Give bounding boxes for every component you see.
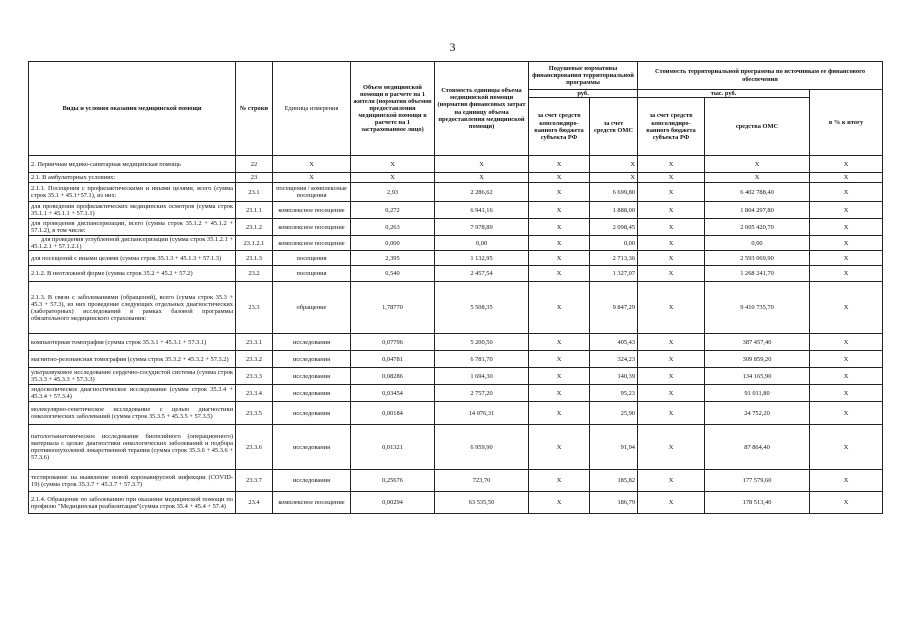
- table-body: [29, 156, 883, 514]
- row-norm-budget-cell: X: [529, 492, 590, 514]
- row-percent-cell: X: [810, 202, 883, 219]
- row-percent-cell: X: [810, 183, 883, 202]
- row-norm-oms-cell: X: [590, 156, 638, 173]
- row-number-cell: 23: [236, 173, 273, 183]
- row-number-cell: 23.4: [236, 492, 273, 514]
- row-cost-cell: 2 457,54: [435, 266, 529, 282]
- row-cost-cell: 6 959,90: [435, 425, 529, 470]
- table-row: [29, 156, 883, 173]
- table-row: [29, 402, 883, 425]
- row-percent-cell: X: [810, 173, 883, 183]
- header-cost-group: Стоимость территориальной программы по источникам ее финансового обеспечения: [638, 62, 883, 90]
- row-number-cell: 23.1: [236, 183, 273, 202]
- row-name-cell: 2. Первичная медико-санитарная медицинская помощь: [29, 156, 236, 173]
- row-norm-oms-cell: X: [590, 173, 638, 183]
- row-prog-oms-cell: 9 410 735,70: [705, 282, 810, 334]
- row-percent-cell: X: [810, 219, 883, 236]
- row-norm-oms-cell: 2 713,36: [590, 251, 638, 266]
- row-prog-budget-cell: X: [638, 402, 705, 425]
- header-unit-rub: руб.: [529, 90, 638, 98]
- row-prog-oms-cell: 1 268 241,70: [705, 266, 810, 282]
- row-percent-cell: X: [810, 236, 883, 251]
- row-prog-oms-cell: 134 165,90: [705, 368, 810, 385]
- row-number-cell: 23.1.2.1: [236, 236, 273, 251]
- row-prog-oms-cell: 178 513,40: [705, 492, 810, 514]
- row-prog-oms-cell: X: [705, 156, 810, 173]
- table-row: [29, 425, 883, 470]
- row-norm-oms-cell: 0,00: [590, 236, 638, 251]
- table-header: [29, 62, 883, 156]
- row-cost-cell: X: [435, 173, 529, 183]
- row-volume-cell: 1,78770: [351, 282, 435, 334]
- row-number-cell: 23.1.2: [236, 219, 273, 236]
- row-volume-cell: 2,93: [351, 183, 435, 202]
- table-row: [29, 470, 883, 492]
- row-norm-budget-cell: X: [529, 266, 590, 282]
- row-number-cell: 23.1.1: [236, 202, 273, 219]
- row-cost-cell: 0,00: [435, 236, 529, 251]
- header-row-number: № строки: [236, 62, 273, 156]
- row-unit-cell: комплексное посещение: [273, 236, 351, 251]
- row-name-cell: магнитно-резонансная томография (сумма строк 35.3.2 + 45.3.2 + 57.3.2): [29, 351, 236, 368]
- page-number: 3: [449, 40, 456, 54]
- row-number-cell: 23.3.5: [236, 402, 273, 425]
- row-prog-oms-cell: 309 859,20: [705, 351, 810, 368]
- row-unit-cell: исследования: [273, 470, 351, 492]
- table-row: [29, 219, 883, 236]
- row-prog-budget-cell: X: [638, 368, 705, 385]
- row-volume-cell: X: [351, 156, 435, 173]
- row-norm-budget-cell: X: [529, 334, 590, 351]
- row-percent-cell: X: [810, 492, 883, 514]
- row-volume-cell: 0,263: [351, 219, 435, 236]
- row-unit-cell: комплексное посещение: [273, 492, 351, 514]
- row-norm-oms-cell: 405,43: [590, 334, 638, 351]
- row-prog-budget-cell: X: [638, 266, 705, 282]
- header-norms-group: Подушевые нормативы финансирования территориальной программы: [529, 62, 638, 90]
- row-norm-budget-cell: X: [529, 368, 590, 385]
- row-percent-cell: X: [810, 368, 883, 385]
- row-norm-oms-cell: 1 888,00: [590, 202, 638, 219]
- row-number-cell: 23.3.2: [236, 351, 273, 368]
- table-row: [29, 202, 883, 219]
- header-prog-budget: за счет средств консолидиро-ванного бюджета субъекта РФ: [638, 98, 705, 156]
- row-prog-oms-cell: 177 579,60: [705, 470, 810, 492]
- row-prog-budget-cell: X: [638, 219, 705, 236]
- row-norm-oms-cell: 1 327,07: [590, 266, 638, 282]
- row-prog-oms-cell: 91 011,80: [705, 385, 810, 402]
- row-percent-cell: X: [810, 334, 883, 351]
- row-volume-cell: 2,395: [351, 251, 435, 266]
- row-norm-budget-cell: X: [529, 425, 590, 470]
- header-prog-oms: средства ОМС: [705, 98, 810, 156]
- row-prog-budget-cell: X: [638, 156, 705, 173]
- row-name-cell: для проведения диспансеризации, всего (сумма строк 35.1.2 + 45.1.2 + 57.1.2), в том числе:: [29, 219, 236, 236]
- table-row: [29, 251, 883, 266]
- table-row: [29, 266, 883, 282]
- row-prog-budget-cell: X: [638, 492, 705, 514]
- row-name-cell: молекулярно-генетическое исследование с целью диагностики онкологических заболеваний (сумма строк 35.3.5 + 45.3.5 + 57.3.5): [29, 402, 236, 425]
- row-unit-cell: исследования: [273, 385, 351, 402]
- header-unit-cost: Стоимость единицы объема медицинской помощи (норматив финансовых затрат на единицу объема предоставления медицинской помощи): [435, 62, 529, 156]
- row-volume-cell: 0,540: [351, 266, 435, 282]
- row-norm-oms-cell: 25,90: [590, 402, 638, 425]
- row-prog-oms-cell: 87 864,40: [705, 425, 810, 470]
- row-name-cell: для проведения профилактических медицинских осмотров (сумма строк 35.1.1 + 45.1.1 + 57.1.1): [29, 202, 236, 219]
- row-prog-budget-cell: X: [638, 334, 705, 351]
- row-prog-budget-cell: X: [638, 425, 705, 470]
- row-prog-oms-cell: 2 005 420,70: [705, 219, 810, 236]
- row-cost-cell: 1 132,95: [435, 251, 529, 266]
- row-volume-cell: 0,03454: [351, 385, 435, 402]
- row-unit-cell: исследования: [273, 334, 351, 351]
- row-number-cell: 23.3.3: [236, 368, 273, 385]
- row-percent-cell: X: [810, 402, 883, 425]
- row-norm-budget-cell: X: [529, 282, 590, 334]
- row-percent-cell: X: [810, 282, 883, 334]
- row-volume-cell: 0,00184: [351, 402, 435, 425]
- row-cost-cell: 5 508,35: [435, 282, 529, 334]
- row-prog-oms-cell: 24 752,20: [705, 402, 810, 425]
- row-percent-cell: X: [810, 470, 883, 492]
- row-norm-budget-cell: X: [529, 202, 590, 219]
- row-cost-cell: 6 941,16: [435, 202, 529, 219]
- row-cost-cell: 2 286,62: [435, 183, 529, 202]
- header-unit-thousand-rub: тыс. руб.: [638, 90, 810, 98]
- row-number-cell: 23.2: [236, 266, 273, 282]
- header-norm-budget: за счет средств консолидиро-ванного бюджета субъекта РФ: [529, 98, 590, 156]
- row-norm-budget-cell: X: [529, 385, 590, 402]
- row-prog-budget-cell: X: [638, 236, 705, 251]
- row-name-cell: 2.1.1. Посещения с профилактическими и иными целями, всего (сумма строк 35.1 + 45.1+57.1), из них:: [29, 183, 236, 202]
- row-percent-cell: X: [810, 251, 883, 266]
- row-unit-cell: посещения / комплексные посещения: [273, 183, 351, 202]
- row-norm-budget-cell: X: [529, 156, 590, 173]
- row-unit-cell: исследования: [273, 425, 351, 470]
- row-volume-cell: 0,08286: [351, 368, 435, 385]
- row-unit-cell: X: [273, 156, 351, 173]
- row-cost-cell: 723,70: [435, 470, 529, 492]
- row-norm-budget-cell: X: [529, 251, 590, 266]
- row-prog-oms-cell: 6 402 788,40: [705, 183, 810, 202]
- row-norm-oms-cell: 2 098,45: [590, 219, 638, 236]
- row-prog-oms-cell: 387 457,40: [705, 334, 810, 351]
- row-percent-cell: X: [810, 156, 883, 173]
- table-row: [29, 334, 883, 351]
- table-row: [29, 492, 883, 514]
- row-norm-budget-cell: X: [529, 470, 590, 492]
- row-cost-cell: 6 781,70: [435, 351, 529, 368]
- row-prog-budget-cell: X: [638, 251, 705, 266]
- row-unit-cell: исследования: [273, 402, 351, 425]
- row-norm-budget-cell: X: [529, 351, 590, 368]
- row-number-cell: 23.3.7: [236, 470, 273, 492]
- row-unit-cell: исследования: [273, 368, 351, 385]
- header-volume: Объем медицинской помощи в расчете на 1 жителя (норматив объемов предоставления медицинской помощи в расчете на 1 застрахованное лицо): [351, 62, 435, 156]
- row-unit-cell: обращение: [273, 282, 351, 334]
- row-volume-cell: 0,25676: [351, 470, 435, 492]
- row-norm-budget-cell: X: [529, 236, 590, 251]
- row-norm-oms-cell: 324,23: [590, 351, 638, 368]
- table-row: [29, 236, 883, 251]
- row-number-cell: 23.3.6: [236, 425, 273, 470]
- row-norm-oms-cell: 95,23: [590, 385, 638, 402]
- row-unit-cell: исследования: [273, 351, 351, 368]
- row-cost-cell: 7 978,89: [435, 219, 529, 236]
- row-norm-oms-cell: 6 699,80: [590, 183, 638, 202]
- row-percent-cell: X: [810, 351, 883, 368]
- row-prog-oms-cell: 2 593 069,90: [705, 251, 810, 266]
- table-row: [29, 351, 883, 368]
- row-name-cell: для проведения углубленной диспансеризации (сумма строк 35.1.2.1 + 45.1.2.1 + 57.1.2.1): [29, 236, 236, 251]
- row-prog-oms-cell: 1 804 297,80: [705, 202, 810, 219]
- program-cost-table: [28, 61, 883, 514]
- row-unit-cell: посещения: [273, 266, 351, 282]
- row-volume-cell: 0,000: [351, 236, 435, 251]
- row-norm-budget-cell: X: [529, 402, 590, 425]
- table-row: [29, 183, 883, 202]
- row-name-cell: 2.1.3. В связи с заболеваниями (обращений), всего (сумма строк 35.3 + 45.3 + 57.3), из них проведение следующих отдельных диагностических (лабораторных) исследований в рамках базовой программы обязательного медицинского страхования:: [29, 282, 236, 334]
- row-cost-cell: X: [435, 156, 529, 173]
- header-percent: в % к итогу: [810, 90, 883, 156]
- row-cost-cell: 63 535,50: [435, 492, 529, 514]
- row-name-cell: 2.1.4. Обращение по заболеванию при оказании медицинской помощи по профилю "Медицинская реабилитация"(сумма строк 35.4 + 45.4 + 57.4): [29, 492, 236, 514]
- row-prog-budget-cell: X: [638, 385, 705, 402]
- row-norm-oms-cell: 140,39: [590, 368, 638, 385]
- row-name-cell: 2.1.2. В неотложной форме (сумма строк 35.2 + 45.2 + 57.2): [29, 266, 236, 282]
- row-prog-oms-cell: 0,00: [705, 236, 810, 251]
- row-prog-budget-cell: X: [638, 173, 705, 183]
- row-number-cell: 23.3: [236, 282, 273, 334]
- row-prog-budget-cell: X: [638, 202, 705, 219]
- row-cost-cell: 2 757,20: [435, 385, 529, 402]
- table-row: [29, 173, 883, 183]
- table-row: [29, 385, 883, 402]
- table-row: [29, 368, 883, 385]
- row-prog-budget-cell: X: [638, 282, 705, 334]
- row-percent-cell: X: [810, 425, 883, 470]
- row-prog-oms-cell: X: [705, 173, 810, 183]
- row-norm-budget-cell: X: [529, 219, 590, 236]
- row-volume-cell: X: [351, 173, 435, 183]
- row-prog-budget-cell: X: [638, 351, 705, 368]
- row-norm-oms-cell: 185,82: [590, 470, 638, 492]
- header-norm-oms: за счет средств ОМС: [590, 98, 638, 156]
- row-name-cell: патологоанатомическое исследование биопсийного (операционного) материала с целью диагностики онкологических заболеваний и подбора противоопухолевой лекарственной терапии (сумма строк 35.3.6 + 45.3.6 + 57.3.6): [29, 425, 236, 470]
- row-percent-cell: X: [810, 266, 883, 282]
- row-percent-cell: X: [810, 385, 883, 402]
- row-number-cell: 22: [236, 156, 273, 173]
- row-norm-budget-cell: X: [529, 173, 590, 183]
- row-cost-cell: 14 076,31: [435, 402, 529, 425]
- row-name-cell: эндоскопическое диагностическое исследование (сумма строк 35.3.4 + 45.3.4 + 57.3.4): [29, 385, 236, 402]
- row-number-cell: 23.3.1: [236, 334, 273, 351]
- row-volume-cell: 0,01321: [351, 425, 435, 470]
- row-unit-cell: X: [273, 173, 351, 183]
- row-number-cell: 23.1.3: [236, 251, 273, 266]
- row-norm-budget-cell: X: [529, 183, 590, 202]
- row-volume-cell: 0,272: [351, 202, 435, 219]
- row-norm-oms-cell: 9 847,29: [590, 282, 638, 334]
- row-name-cell: 2.1. В амбулаторных условиях:: [29, 173, 236, 183]
- row-volume-cell: 0,04781: [351, 351, 435, 368]
- table-row: [29, 282, 883, 334]
- row-name-cell: ультразвуковое исследование сердечно-сосудистой системы (сумма строк 35.3.3 + 45.3.3 + 57.3.3): [29, 368, 236, 385]
- header-unit: Единица измерения: [273, 62, 351, 156]
- row-prog-budget-cell: X: [638, 470, 705, 492]
- row-volume-cell: 0,00294: [351, 492, 435, 514]
- header-name: Виды и условия оказания медицинской помощи: [29, 62, 236, 156]
- row-number-cell: 23.3.4: [236, 385, 273, 402]
- row-prog-budget-cell: X: [638, 183, 705, 202]
- row-norm-oms-cell: 91,94: [590, 425, 638, 470]
- row-norm-oms-cell: 186,79: [590, 492, 638, 514]
- row-volume-cell: 0,07796: [351, 334, 435, 351]
- row-cost-cell: 5 200,50: [435, 334, 529, 351]
- row-unit-cell: посещения: [273, 251, 351, 266]
- row-cost-cell: 1 694,30: [435, 368, 529, 385]
- row-name-cell: для посещений с иными целями (сумма строк 35.1.3 + 45.1.3 + 57.1.3): [29, 251, 236, 266]
- row-unit-cell: комплексное посещение: [273, 202, 351, 219]
- row-name-cell: тестирование на выявление новой коронавирусной инфекции (COVID-19) (сумма строк 35.3.7 + 45.3.7 + 57.3.7): [29, 470, 236, 492]
- row-name-cell: компьютерная томография (сумма строк 35.3.1 + 45.3.1 + 57.3.1): [29, 334, 236, 351]
- row-unit-cell: комплексное посещение: [273, 219, 351, 236]
